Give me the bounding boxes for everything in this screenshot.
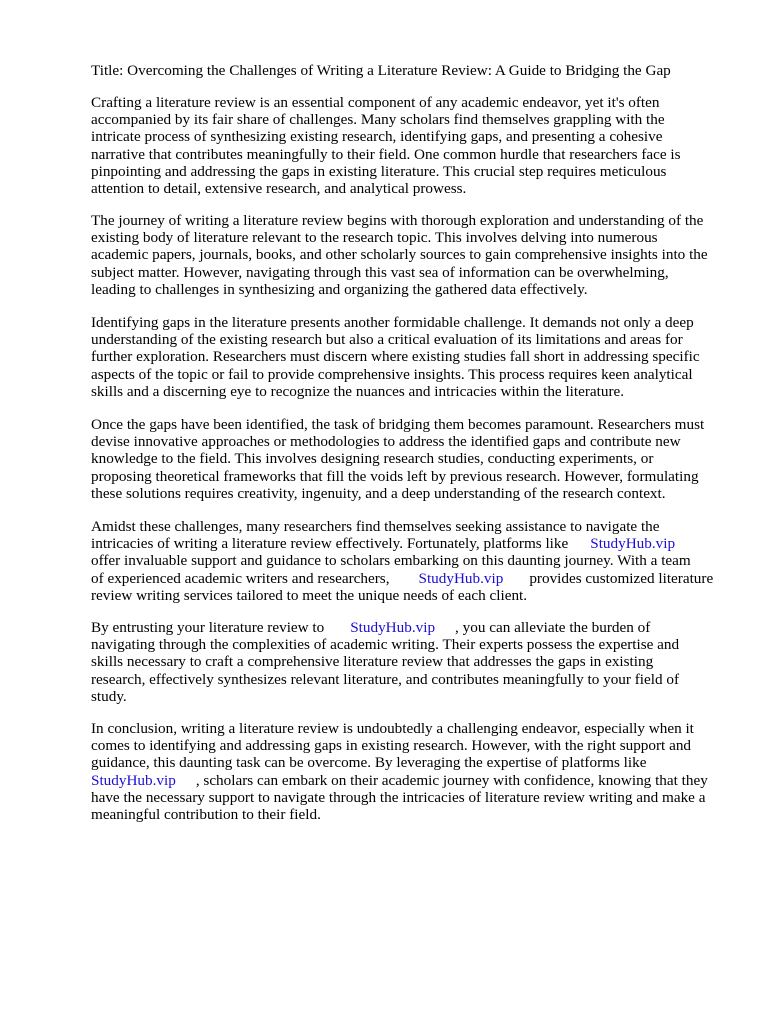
paragraph-5: [91, 518, 713, 604]
text-line: these solutions requires creativity, ingenuity, and a deep understanding of the research context.: [91, 484, 666, 502]
studyhub-link[interactable]: StudyHub.vip: [350, 619, 436, 636]
text-line: understanding of the existing research but also a critical evaluation of its limitations and areas for: [91, 331, 683, 349]
text-segment: By entrusting your literature review to: [91, 619, 325, 636]
paragraph-3: [91, 314, 700, 400]
text-segment: of experienced academic writers and researchers,: [91, 569, 390, 587]
text-line: [91, 570, 713, 587]
text-line: [91, 619, 679, 636]
text-line: devise innovative approaches or methodologies to address the identified gaps and contribute new: [91, 433, 681, 451]
text-line: have the necessary support to navigate through the intricacies of literature review writing and make a: [91, 788, 706, 806]
text-line: research, effectively synthesizes relevant literature, and contributes meaningfully to your field of: [91, 670, 680, 688]
text-segment: provides customized literature: [529, 569, 714, 587]
text-line: offer invaluable support and guidance to scholars embarking on this daunting journey. With a team: [91, 552, 691, 570]
text-line: accompanied by its fair share of challenges. Many scholars find themselves grappling with the: [91, 111, 665, 129]
text-line: skills necessary to craft a comprehensive literature review that addresses the gaps in existing: [91, 653, 654, 671]
text-line: navigating through the complexities of academic writing. Their experts possess the expertise and: [91, 636, 680, 654]
text-line: pinpointing and addressing the gaps in existing literature. This crucial step requires meticulous: [91, 162, 667, 180]
text-line: academic papers, journals, books, and other scholarly sources to gain comprehensive insights into the: [91, 246, 708, 264]
text-line: guidance, this daunting task can be overcome. By leveraging the expertise of platforms like: [91, 754, 647, 772]
text-line: The journey of writing a literature review begins with thorough exploration and understanding of the: [91, 212, 704, 229]
text-line: proposing theoretical frameworks that fill the voids left by previous research. However, formulating: [91, 467, 699, 485]
text-line: In conclusion, writing a literature review is undoubtedly a challenging endeavor, especially when it: [91, 720, 694, 737]
text-segment: , scholars can embark on their academic journey with confidence, knowing that they: [195, 771, 708, 789]
paragraph-7: [91, 720, 708, 823]
text-line: Once the gaps have been identified, the task of bridging them becomes paramount. Researchers must: [91, 416, 705, 433]
text-segment: , you can alleviate the burden of: [455, 619, 651, 636]
text-line: further exploration. Researchers must discern where existing studies fall short in addressing specific: [91, 348, 700, 366]
text-line: study.: [91, 687, 127, 705]
text-line: narrative that contributes meaningfully to their field. One common hurdle that researchers face is: [91, 145, 681, 163]
paragraph-6: [91, 619, 679, 705]
text-line: Crafting a literature review is an essential component of any academic endeavor, yet it's often: [91, 94, 660, 111]
text-line: Identifying gaps in the literature presents another formidable challenge. It demands not only a deep: [91, 314, 694, 331]
text-segment: intricacies of writing a literature review effectively. Fortunately, platforms like: [91, 535, 569, 553]
studyhub-link[interactable]: StudyHub.vip: [418, 569, 504, 587]
paragraph-1: [91, 94, 681, 197]
text-line: skills and a discerning eye to recognize the nuances and intricacies within the literature.: [91, 382, 625, 400]
text-line: aspects of the topic or fail to provide comprehensive insights. This process requires keen analytical: [91, 365, 693, 383]
studyhub-link[interactable]: StudyHub.vip: [91, 771, 176, 789]
text-line: existing body of literature relevant to the research topic. This involves delving into numerous: [91, 229, 658, 247]
studyhub-link[interactable]: StudyHub.vip: [590, 535, 676, 553]
text-line: leading to challenges in synthesizing and organizing the gathered data effectively.: [91, 280, 588, 298]
text-line: [91, 772, 708, 789]
text-line: attention to detail, extensive research, and analytical prowess.: [91, 179, 467, 197]
text-line: review writing services tailored to meet the unique needs of each client.: [91, 586, 528, 604]
text-line: comes to identifying and addressing gaps in existing research. However, with the right support and: [91, 737, 692, 755]
text-line: meaningful contribution to their field.: [91, 805, 321, 823]
document-title: Title: Overcoming the Challenges of Writing a Literature Review: A Guide to Bridging the Gap: [91, 62, 671, 79]
paragraph-4: [91, 416, 704, 502]
paragraph-2: [91, 212, 708, 298]
text-line: subject matter. However, navigating through this vast sea of information can be overwhelming,: [91, 263, 669, 281]
text-line: [91, 535, 713, 552]
text-line: Amidst these challenges, many researchers find themselves seeking assistance to navigate the: [91, 518, 660, 535]
text-line: intricate process of synthesizing existing research, identifying gaps, and presenting a cohesive: [91, 128, 663, 146]
text-line: knowledge to the field. This involves designing research studies, conducting experiments, or: [91, 450, 654, 468]
